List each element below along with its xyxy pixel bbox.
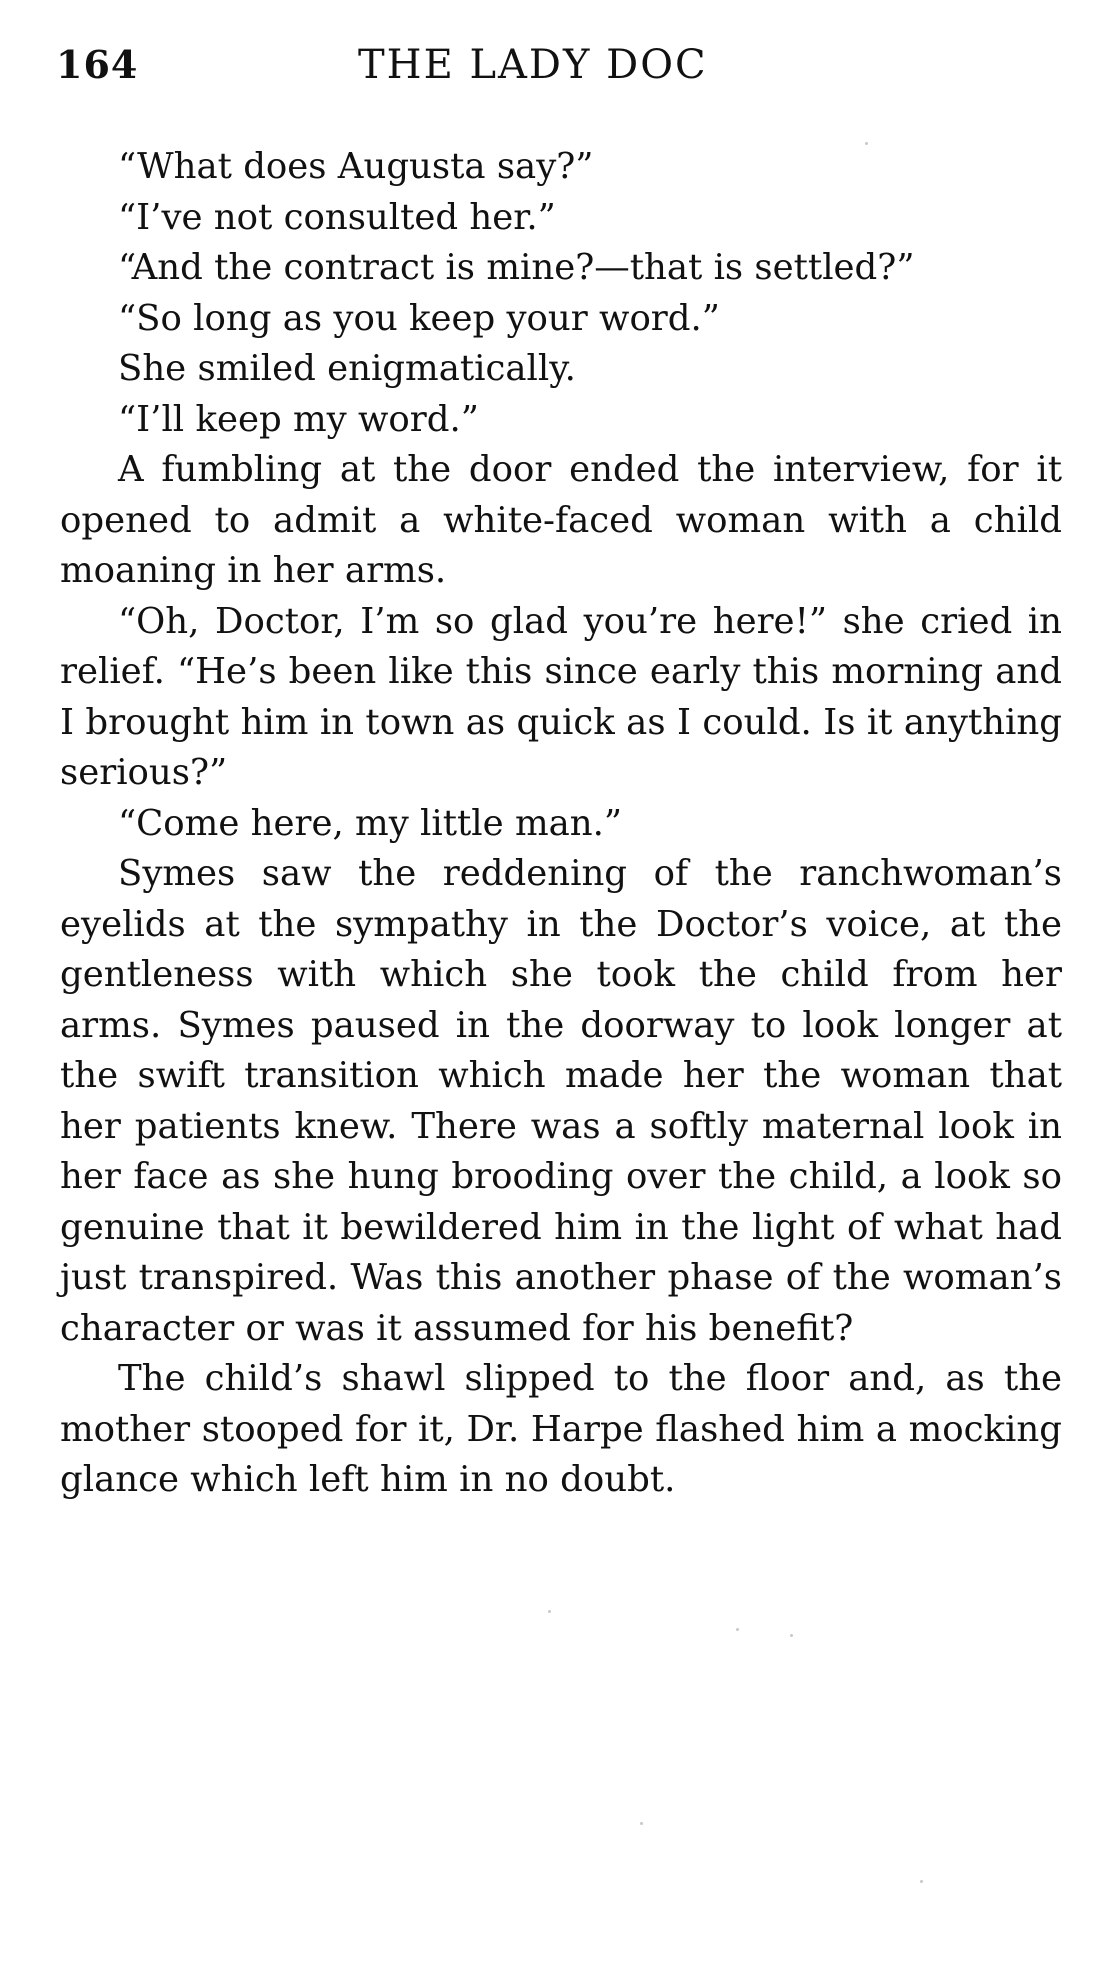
paper-speck <box>865 142 868 145</box>
dialogue-line: “And the contract is mine?—that is settled?” <box>118 247 915 288</box>
body-text <box>60 142 1062 1506</box>
dialogue-line: “I’ll keep my word.” <box>118 398 479 440</box>
paper-speck <box>736 1628 739 1631</box>
paper-speck <box>920 1880 923 1883</box>
running-head <box>56 42 1056 102</box>
paragraph: Symes saw the reddening of the ranchwoman’s eyelids at the sympathy in the Doctor’s voice, at the gentleness with which she took the child from her arms. Symes paused in the doorway to look longer at the swift transition which made her the woman that her patients knew. There was a softly maternal look in her face as she hung brooding over the child, a look so genuine that it bewildered him in the light of what had just transpired. Was this another phase of the woman’s character or was it assumed for his benefit? <box>60 853 1062 1349</box>
dialogue-line: “So long as you keep your word.” <box>118 297 720 339</box>
paragraph: A fumbling at the door ended the interview, for it opened to admit a white-faced woman with a child moaning in her arms. <box>60 449 1062 591</box>
narrative-line: She smiled enigmatically. <box>118 348 576 389</box>
paragraph: The child’s shawl slipped to the floor and, as the mother stooped for it, Dr. Harpe flashed him a mocking glance which left him in no doubt. <box>60 1358 1062 1500</box>
dialogue-line: “I’ve not consulted her.” <box>118 196 556 238</box>
book-title: THE LADY DOC <box>358 42 708 88</box>
paper-speck <box>640 1822 643 1825</box>
dialogue-line: “Come here, my little man.” <box>118 802 623 844</box>
paper-speck <box>548 1610 551 1613</box>
dialogue-line: “What does Augusta say?” <box>118 146 594 187</box>
paper-speck <box>790 1634 793 1637</box>
paragraph: “Oh, Doctor, I’m so glad you’re here!” she cried in relief. “He’s been like this since early this morning and I brought him in town as quick as I could. Is it anything serious?” <box>60 600 1062 793</box>
page-number: 164 <box>56 42 139 87</box>
